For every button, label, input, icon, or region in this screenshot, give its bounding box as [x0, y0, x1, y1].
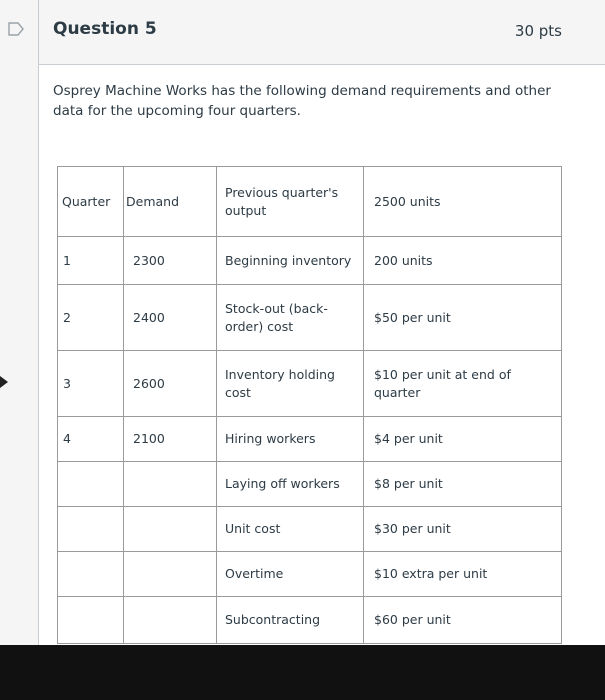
demand-cell	[124, 597, 217, 643]
demand-cell	[124, 507, 217, 551]
question-header	[39, 0, 605, 65]
row-value: $10 per unit at end of quarter	[374, 366, 511, 400]
row-value: $8 per unit	[374, 476, 443, 491]
header-demand: Demand	[124, 167, 217, 236]
table-row	[58, 507, 561, 552]
left-margin	[0, 0, 38, 645]
quarter-cell	[58, 552, 124, 596]
table-row	[58, 552, 561, 597]
table-row	[58, 462, 561, 507]
row-label: Subcontracting	[217, 597, 364, 643]
question-card	[38, 0, 605, 645]
question-text: Osprey Machine Works has the following demand requirements and other data for the upcoming four quarters.	[53, 83, 551, 119]
row-label: Laying off workers	[217, 462, 364, 506]
demand-cell: 2100	[124, 417, 217, 461]
row-label: Beginning inventory	[217, 237, 364, 284]
table-row	[58, 417, 561, 462]
quarter-cell: 3	[58, 351, 124, 416]
question-title: Question 5	[53, 19, 157, 39]
row-label: Stock-out (back-order) cost	[217, 285, 364, 350]
row-label: Previous quarter's output	[217, 167, 364, 236]
row-value: $60 per unit	[374, 612, 451, 627]
row-value: $30 per unit	[374, 521, 451, 536]
table-row	[58, 285, 561, 351]
row-label: Overtime	[217, 552, 364, 596]
current-question-arrow-icon	[0, 376, 10, 388]
demand-cell: 2300	[124, 237, 217, 284]
quarter-cell	[58, 507, 124, 551]
demand-cell: 2400	[124, 285, 217, 350]
question-points: 30 pts	[514, 22, 562, 40]
quarter-cell: 1	[58, 237, 124, 284]
row-value: $4 per unit	[374, 431, 443, 446]
demand-cell: 2600	[124, 351, 217, 416]
flag-question-icon[interactable]	[8, 22, 24, 36]
row-value: $50 per unit	[374, 309, 451, 325]
row-value: $10 extra per unit	[374, 566, 488, 581]
quarter-cell	[58, 597, 124, 643]
demand-cell	[124, 462, 217, 506]
row-label: Unit cost	[217, 507, 364, 551]
table-row	[58, 351, 561, 417]
quarter-cell	[58, 462, 124, 506]
header-quarter: Quarter	[58, 167, 124, 236]
row-value: 200 units	[374, 252, 433, 268]
quarter-cell: 4	[58, 417, 124, 461]
data-table	[57, 166, 562, 644]
table-row	[58, 167, 561, 237]
row-value: 2500 units	[374, 193, 441, 209]
demand-cell	[124, 552, 217, 596]
row-label: Inventory holding cost	[217, 351, 364, 416]
table-row	[58, 237, 561, 285]
table-row	[58, 597, 561, 643]
row-label: Hiring workers	[217, 417, 364, 461]
bottom-dark-bar	[0, 645, 605, 700]
quarter-cell: 2	[58, 285, 124, 350]
